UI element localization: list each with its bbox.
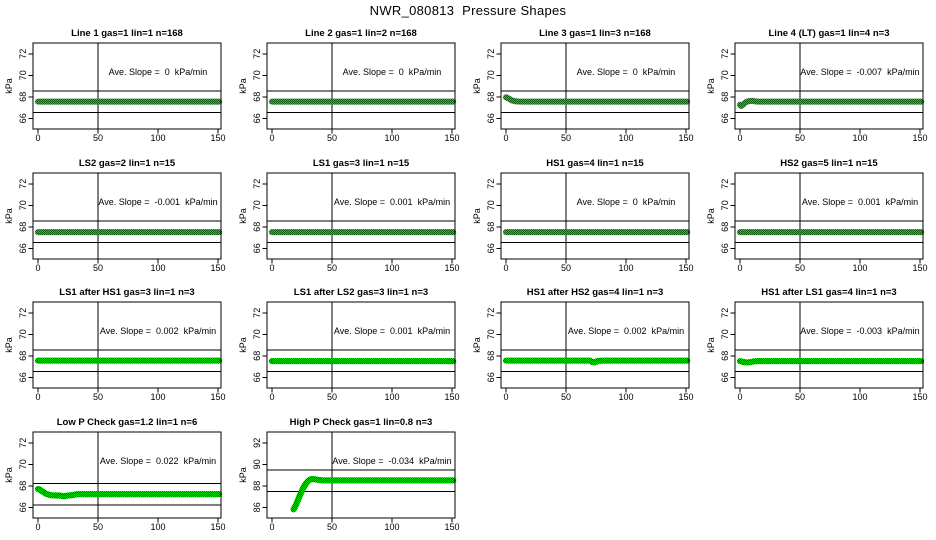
x-tick-label: 150 [444, 262, 460, 273]
y-tick-label: 70 [486, 70, 496, 81]
x-tick-label: 150 [210, 392, 226, 402]
y-tick-label: 92 [252, 437, 262, 448]
x-tick-label: 150 [444, 133, 460, 143]
pressure-panel [468, 152, 702, 282]
x-tick-label: 100 [384, 262, 400, 273]
pressure-panel [702, 22, 936, 152]
y-tick-label: 68 [252, 91, 262, 102]
y-tick-label: 88 [252, 480, 262, 491]
x-tick-label: 150 [912, 262, 928, 273]
slope-annotation: Ave. Slope = 0 kPa/min [108, 67, 208, 77]
slope-annotation: Ave. Slope = 0.002 kPa/min [567, 326, 685, 336]
y-tick-label: 66 [18, 372, 28, 383]
y-tick-label: 68 [486, 350, 496, 361]
y-tick-label: 70 [18, 329, 28, 340]
plot-box [501, 43, 689, 129]
x-tick-label: 150 [912, 133, 928, 143]
x-tick-label: 150 [912, 392, 928, 402]
y-tick-label: 70 [18, 199, 28, 210]
y-tick-label: 70 [252, 329, 262, 340]
y-axis-label: kPa [472, 207, 482, 224]
x-tick-label: 100 [618, 133, 634, 143]
x-tick-label: 150 [678, 262, 694, 273]
x-tick-label: 100 [150, 262, 166, 273]
slope-annotation: Ave. Slope = -0.007 kPa/min [800, 67, 920, 77]
y-tick-label: 72 [720, 307, 730, 318]
panel-title: LS1 after LS2 gas=3 lin=1 n=3 [293, 287, 429, 298]
slope-annotation: Ave. Slope = -0.034 kPa/min [332, 455, 452, 466]
panel-title: Low P Check gas=1.2 lin=1 n=6 [56, 416, 198, 428]
panel-title: LS1 after HS1 gas=3 lin=1 n=3 [59, 287, 195, 298]
y-tick-label: 66 [720, 113, 730, 124]
x-tick-label: 50 [326, 392, 338, 402]
y-tick-label: 66 [720, 372, 730, 383]
y-axis-label: kPa [238, 466, 248, 483]
panel-title: Line 4 (LT) gas=1 lin=4 n=3 [768, 28, 890, 39]
y-tick-label: 66 [18, 501, 28, 512]
panel-title: LS2 gas=2 lin=1 n=15 [78, 157, 176, 169]
x-tick-label: 100 [618, 392, 634, 402]
data-series [740, 361, 921, 362]
x-tick-label: 0 [503, 262, 509, 273]
y-tick-label: 72 [486, 178, 496, 189]
x-tick-label: 100 [384, 133, 400, 143]
x-tick-label: 0 [269, 392, 275, 402]
x-tick-label: 100 [150, 133, 166, 143]
x-tick-label: 50 [92, 392, 104, 402]
panel-title: HS1 after LS1 gas=4 lin=1 n=3 [761, 287, 897, 298]
y-axis-label: kPa [4, 466, 14, 483]
slope-annotation: Ave. Slope = -0.001 kPa/min [98, 196, 218, 207]
y-axis-label: kPa [4, 78, 14, 94]
data-series [740, 101, 921, 106]
y-tick-label: 70 [252, 199, 262, 210]
plot-box [33, 173, 221, 259]
y-tick-label: 66 [252, 113, 262, 124]
y-tick-label: 72 [18, 307, 28, 318]
x-tick-label: 150 [444, 521, 460, 532]
x-tick-label: 100 [852, 262, 868, 273]
pressure-panel [0, 281, 234, 411]
y-tick-label: 68 [486, 91, 496, 102]
plot-box [735, 302, 923, 388]
y-tick-label: 68 [486, 221, 496, 232]
y-tick-label: 72 [18, 178, 28, 189]
x-tick-label: 0 [35, 133, 41, 143]
y-tick-label: 72 [252, 178, 262, 189]
x-tick-label: 0 [35, 521, 41, 532]
y-tick-label: 66 [18, 113, 28, 124]
x-tick-label: 0 [269, 262, 275, 273]
pressure-panel [234, 281, 468, 411]
plot-box [735, 173, 923, 259]
data-series [506, 361, 687, 363]
y-tick-label: 70 [720, 70, 730, 81]
x-tick-label: 0 [269, 133, 275, 143]
slope-annotation: Ave. Slope = 0 kPa/min [342, 67, 442, 77]
y-axis-label: kPa [238, 78, 248, 94]
plot-box [267, 173, 455, 259]
y-tick-label: 68 [18, 221, 28, 232]
y-tick-label: 66 [252, 242, 262, 253]
y-axis-label: kPa [472, 337, 482, 353]
panel-title: HS2 gas=5 lin=1 n=15 [780, 157, 878, 169]
y-tick-label: 68 [18, 350, 28, 361]
y-tick-label: 72 [252, 48, 262, 59]
x-tick-label: 0 [503, 392, 509, 402]
x-tick-label: 50 [560, 262, 572, 273]
plot-box [267, 302, 455, 388]
x-tick-label: 0 [269, 521, 275, 532]
panel-title: LS1 gas=3 lin=1 n=15 [312, 157, 410, 169]
x-tick-label: 50 [92, 521, 104, 532]
y-tick-label: 68 [720, 221, 730, 232]
x-tick-label: 50 [326, 133, 338, 143]
y-tick-label: 70 [486, 199, 496, 210]
pressure-panel [702, 152, 936, 282]
panel-title: HS1 after HS2 gas=4 lin=1 n=3 [526, 287, 664, 298]
y-tick-label: 72 [486, 307, 496, 318]
x-tick-label: 50 [794, 133, 806, 143]
x-tick-label: 50 [92, 262, 104, 273]
y-tick-label: 70 [252, 70, 262, 81]
x-tick-label: 0 [503, 133, 509, 143]
x-tick-label: 50 [326, 521, 338, 532]
y-tick-label: 66 [486, 113, 496, 124]
pressure-panel [468, 22, 702, 152]
x-tick-label: 150 [444, 392, 460, 402]
y-tick-label: 66 [486, 242, 496, 253]
data-series [506, 97, 687, 101]
plot-box [33, 43, 221, 129]
slope-annotation: Ave. Slope = 0.001 kPa/min [333, 326, 451, 336]
y-tick-label: 66 [252, 372, 262, 383]
y-tick-label: 70 [720, 329, 730, 340]
pressure-panel [0, 411, 234, 540]
pressure-panel [0, 22, 234, 152]
y-axis-label: kPa [472, 78, 482, 94]
y-axis-label: kPa [4, 337, 14, 353]
data-series [38, 489, 219, 496]
y-tick-label: 70 [720, 199, 730, 210]
y-tick-label: 68 [252, 221, 262, 232]
y-tick-label: 68 [720, 350, 730, 361]
panel-title: Line 1 gas=1 lin=1 n=168 [71, 28, 183, 39]
x-tick-label: 150 [210, 133, 226, 143]
x-tick-label: 50 [560, 392, 572, 402]
y-axis-label: kPa [238, 207, 248, 224]
slope-annotation: Ave. Slope = 0.001 kPa/min [333, 196, 451, 207]
pressure-panel [234, 152, 468, 282]
x-tick-label: 0 [35, 392, 41, 402]
x-tick-label: 100 [150, 521, 166, 532]
slope-annotation: Ave. Slope = -0.003 kPa/min [800, 326, 920, 336]
plot-box [501, 302, 689, 388]
x-tick-label: 50 [92, 133, 104, 143]
pressure-panel [702, 281, 936, 411]
x-tick-label: 100 [852, 392, 868, 402]
plot-box [33, 302, 221, 388]
x-tick-label: 50 [794, 262, 806, 273]
y-tick-label: 72 [486, 48, 496, 59]
x-tick-label: 100 [618, 262, 634, 273]
pressure-panel [234, 22, 468, 152]
x-tick-label: 0 [737, 262, 743, 273]
y-tick-label: 66 [18, 242, 28, 253]
y-tick-label: 70 [18, 458, 28, 469]
y-tick-label: 68 [720, 91, 730, 102]
x-tick-label: 50 [560, 133, 572, 143]
y-tick-label: 86 [252, 501, 262, 512]
x-tick-label: 0 [35, 262, 41, 273]
y-tick-label: 68 [18, 91, 28, 102]
panel-title: Line 2 gas=1 lin=2 n=168 [305, 28, 417, 39]
pressure-panel [0, 152, 234, 282]
x-tick-label: 50 [326, 262, 338, 273]
x-tick-label: 150 [210, 521, 226, 532]
data-series [294, 479, 454, 509]
y-tick-label: 72 [18, 437, 28, 448]
panel-grid [0, 22, 936, 540]
slope-annotation: Ave. Slope = 0.022 kPa/min [99, 455, 217, 466]
panel-title: High P Check gas=1 lin=0.8 n=3 [289, 416, 433, 428]
y-tick-label: 72 [18, 48, 28, 59]
y-axis-label: kPa [706, 207, 716, 224]
y-tick-label: 66 [486, 372, 496, 383]
plot-box [735, 43, 923, 129]
y-axis-label: kPa [706, 78, 716, 94]
pressure-panel [234, 411, 468, 540]
x-tick-label: 0 [737, 392, 743, 402]
x-tick-label: 100 [852, 133, 868, 143]
x-tick-label: 150 [678, 133, 694, 143]
y-axis-label: kPa [4, 207, 14, 224]
panel-title: Line 3 gas=1 lin=3 n=168 [539, 28, 651, 39]
y-tick-label: 72 [720, 178, 730, 189]
y-tick-label: 70 [18, 70, 28, 81]
slope-annotation: Ave. Slope = 0.001 kPa/min [801, 196, 919, 207]
plot-box [267, 43, 455, 129]
y-axis-label: kPa [706, 337, 716, 353]
y-tick-label: 72 [252, 307, 262, 318]
y-tick-label: 70 [486, 329, 496, 340]
x-tick-label: 150 [210, 262, 226, 273]
x-tick-label: 150 [678, 392, 694, 402]
plot-box [501, 173, 689, 259]
pressure-panel [468, 281, 702, 411]
x-tick-label: 100 [384, 521, 400, 532]
y-tick-label: 72 [720, 48, 730, 59]
slope-annotation: Ave. Slope = 0.002 kPa/min [99, 326, 217, 336]
x-tick-label: 100 [384, 392, 400, 402]
x-tick-label: 100 [150, 392, 166, 402]
y-axis-label: kPa [238, 337, 248, 353]
y-tick-label: 90 [252, 458, 262, 469]
y-tick-label: 68 [18, 480, 28, 491]
slope-annotation: Ave. Slope = 0 kPa/min [576, 67, 676, 77]
panel-title: HS1 gas=4 lin=1 n=15 [546, 157, 644, 169]
x-tick-label: 0 [737, 133, 743, 143]
slope-annotation: Ave. Slope = 0 kPa/min [576, 196, 676, 207]
y-tick-label: 66 [720, 242, 730, 253]
figure-title: NWR_080813 Pressure Shapes [369, 3, 567, 18]
y-tick-label: 68 [252, 350, 262, 361]
x-tick-label: 50 [794, 392, 806, 402]
